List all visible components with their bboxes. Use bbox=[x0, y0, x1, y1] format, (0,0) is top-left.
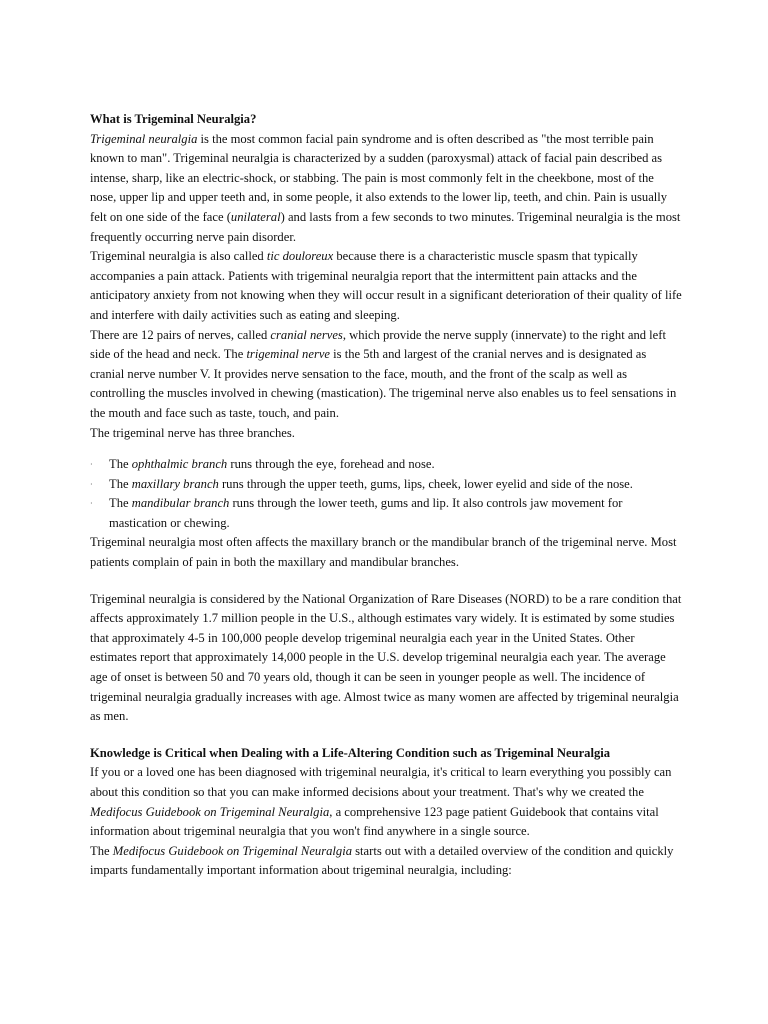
spacer bbox=[90, 573, 682, 590]
paragraph-text: , which provide the nerve supply (innervate) to the right and left side of the head and neck. The bbox=[90, 327, 666, 362]
paragraph-guidebook-intro bbox=[90, 763, 682, 841]
paragraph-text: starts out with a detailed overview of the condition and quickly imparts fundamentally important information about trigeminal neuralgia, including: bbox=[90, 843, 674, 878]
paragraph-definition bbox=[90, 130, 682, 248]
emphasis-term: maxillary branch bbox=[131, 476, 219, 491]
list-item-text: runs through the eye, forehead and nose. bbox=[227, 457, 435, 472]
paragraph-tic-douloreux bbox=[90, 247, 682, 325]
guidebook-title: Medifocus Guidebook on Trigeminal Neuralgia bbox=[112, 843, 352, 858]
paragraph-three-branches: The trigeminal nerve has three branches. bbox=[90, 425, 295, 440]
guidebook-title: Medifocus Guidebook on Trigeminal Neuralgia bbox=[90, 804, 330, 819]
bullet-icon: · bbox=[90, 460, 93, 470]
list-item-ophthalmic bbox=[90, 455, 682, 475]
paragraph-text: ) and lasts from a few seconds to two minutes. Trigeminal neuralgia is the most frequently occurring nerve pain disorder. bbox=[90, 209, 681, 244]
emphasis-term: tic douloreux bbox=[266, 249, 334, 264]
list-item-text: runs through the lower teeth, gums and lip. It also controls jaw movement for mastication or chewing. bbox=[109, 496, 623, 530]
bullet-icon: · bbox=[90, 499, 93, 509]
list-item-text: The bbox=[109, 457, 132, 472]
paragraph-text: , a comprehensive 123 page patient Guidebook that contains vital information about trigeminal neuralgia that you won't find anywhere in a single source. bbox=[90, 804, 659, 839]
branch-list bbox=[90, 455, 682, 533]
emphasis-term: unilateral bbox=[230, 209, 281, 224]
paragraph-branch-affected: Trigeminal neuralgia most often affects the maxillary branch or the mandibular branch of the trigeminal nerve. Most patients complain of pain in both the maxillary and mandibular branches. bbox=[90, 535, 677, 570]
paragraph-text: The bbox=[90, 843, 113, 858]
paragraph-text: There are 12 pairs of nerves, called bbox=[90, 327, 271, 342]
list-item-text: runs through the upper teeth, gums, lips, cheek, lower eyelid and side of the nose. bbox=[218, 476, 633, 491]
list-item-text: The bbox=[109, 496, 132, 511]
paragraph-text: because there is a characteristic muscle spasm that typically accompanies a pain attack. Patients with trigeminal neuralgia report that the intermittent pain attacks and the anticipatory anxiety from not knowing when they will occur result in a significant deterioration of their quality of life and interfere with daily activities such as eating and sleeping. bbox=[90, 249, 682, 322]
list-item-maxillary bbox=[90, 475, 682, 495]
paragraph-guidebook-overview bbox=[90, 842, 682, 881]
paragraph-cranial-nerves bbox=[90, 326, 682, 424]
paragraph-text: If you or a loved one has been diagnosed with trigeminal neuralgia, it's critical to learn everything you possibly can about this condition so that you can make informed decisions about your treatment. That's why we created the bbox=[90, 765, 672, 799]
paragraph-prevalence: Trigeminal neuralgia is considered by the National Organization of Rare Diseases (NORD) to be a rare condition that affects approximately 1.7 million people in the U.S., although estimates vary widely. It is estimated by some studies that approximately 4-5 in 100,000 people develop trigeminal neuralgia each year in the United States. Other estimates report that approximately 14,000 people in the U.S. develop trigeminal neuralgia each year. The average age of onset is between 50 and 70 years old, though it can be seen in younger people as well. The incidence of trigeminal neuralgia gradually increases with age. Almost twice as many women are affected by trigeminal neuralgia as men. bbox=[90, 591, 682, 724]
document-page bbox=[90, 110, 682, 881]
bullet-icon: · bbox=[90, 479, 93, 489]
list-item-text: The bbox=[109, 476, 132, 491]
paragraph-text: Trigeminal neuralgia is also called bbox=[90, 249, 267, 264]
spacer bbox=[90, 443, 682, 455]
spacer bbox=[90, 727, 682, 744]
list-item-mandibular bbox=[90, 494, 682, 533]
section-heading-what-is: What is Trigeminal Neuralgia? bbox=[90, 112, 257, 126]
paragraph-text: is the most common facial pain syndrome and is often described as "the most terrible pain known to man". Trigeminal neuralgia is characterized by a sudden (paroxysmal) attack of facial pain described as intense, sharp, like an electric-shock, or stabbing. The pain is most commonly felt in the cheekbone, most of the nose, upper lip and upper teeth and, in some people, it also extends to the lower lip, teeth, and chin. Pain is usually felt on one side of the face ( bbox=[90, 131, 668, 224]
emphasis-term: Trigeminal neuralgia bbox=[90, 131, 198, 146]
emphasis-term: mandibular branch bbox=[131, 496, 230, 511]
section-heading-knowledge: Knowledge is Critical when Dealing with a Life-Altering Condition such as Trigeminal Neuralgia bbox=[90, 745, 611, 760]
emphasis-term: cranial nerves bbox=[270, 327, 343, 342]
emphasis-term: trigeminal nerve bbox=[246, 347, 331, 362]
emphasis-term: ophthalmic branch bbox=[131, 457, 228, 472]
paragraph-text: is the 5th and largest of the cranial nerves and is designated as cranial nerve number V. It provides nerve sensation to the face, mouth, and the front of the scalp as well as controlling the muscles involved in chewing (mastication). The trigeminal nerve also enables us to feel sensations in the mouth and face such as taste, touch, and pain. bbox=[90, 347, 677, 420]
